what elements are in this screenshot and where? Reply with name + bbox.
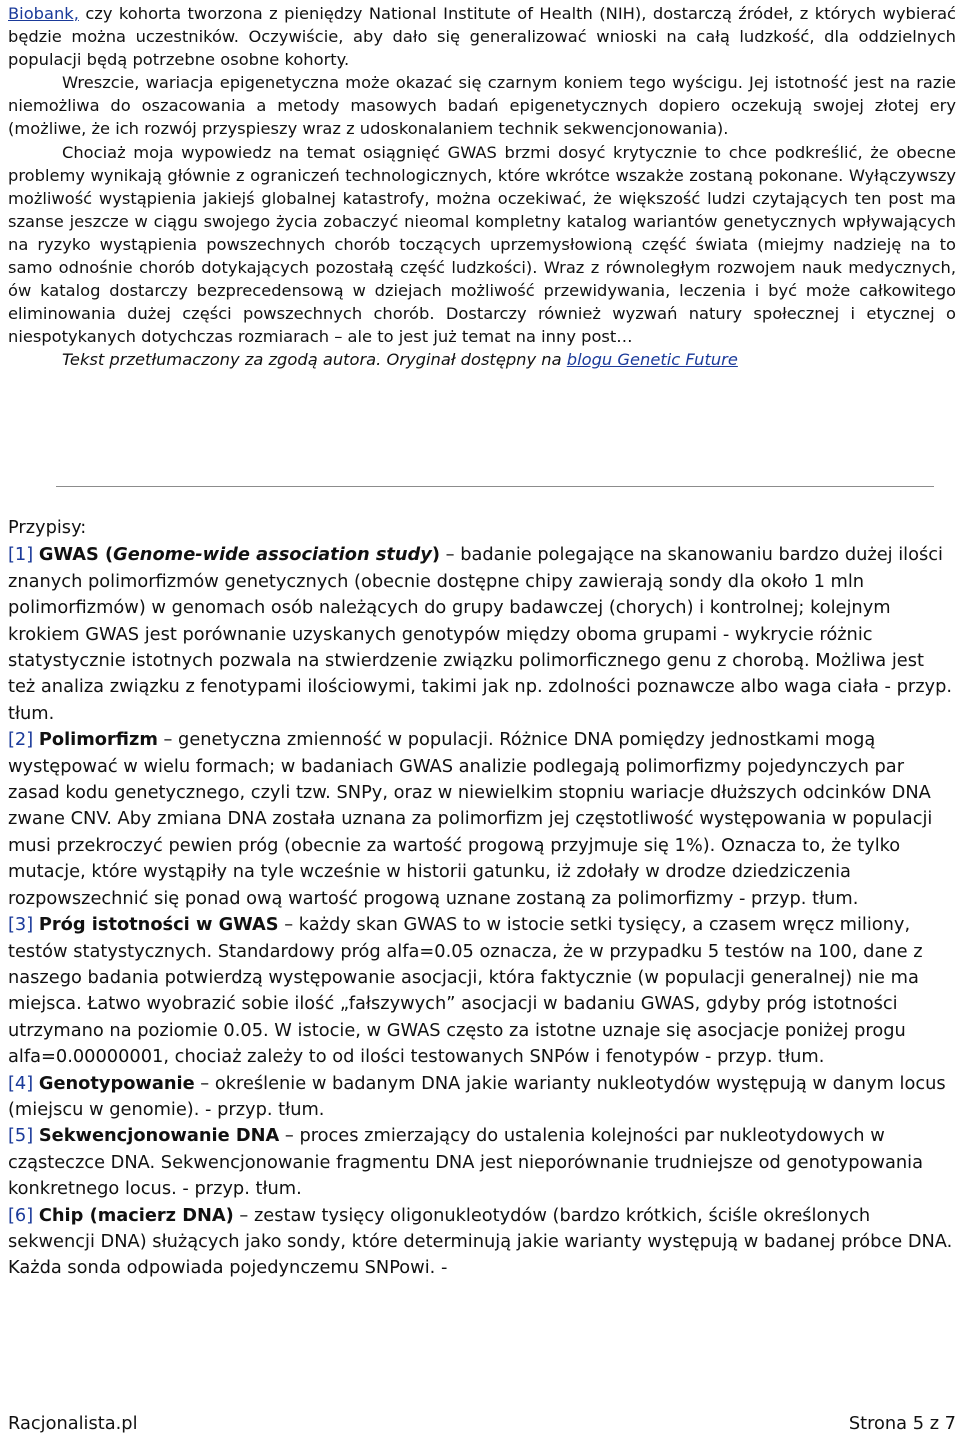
footnote-3	[8, 912, 956, 1070]
paragraph-biobank-text: czy kohorta tworzona z pieniędzy National Institute of Health (NIH), dostarczą źródeł, z których wybierać będzie można uczestników. Oczywiście, aby dało się generalizować wnioski na całą ludzkość, dla oddzielnych populacji będą potrzebne osobne kohorty.	[8, 4, 956, 70]
page-number: Strona 5 z 7	[848, 1413, 956, 1434]
biobank-link[interactable]: Biobank,	[8, 4, 79, 23]
footnote-4-ref[interactable]: [4]	[8, 1072, 34, 1094]
footnote-5-ref[interactable]: [5]	[8, 1125, 34, 1147]
footnote-4-term: Genotypowanie	[38, 1072, 195, 1094]
paragraph-conclusion: Chociaż moja wypowiedz na temat osiągnięć GWAS brzmi dosyć krytycznie to chce podkreślić, że obecne problemy wynikają głównie z ograniczeń technologicznych, które wkrótce wszakże zostaną pokonane. Wyłączywszy możliwość wystąpienia jakiejś globalnej katastrofy, można oczekiwać, że większość ludzi czytających ten post ma szanse jeszcze w ciągu swojego życia zobaczyć nieomal kompletny katalog wariantów genetycznych wpływających na ryzyko wystąpienia powszechnych chorób toczących uprzemysłowioną część świata (miejmy nadzieję na to samo odnośnie chorób dotykających pozostałą część ludzkości). Wraz z równoległym rozwojem nauk medycznych, ów katalog dostarczy bezprecedensową w dziejach możliwość przewidywania, leczenia i być może całkowitego eliminowania dużej części powszechnych chorób. Dostarczy również wyzwań natury społecznej i etycznej o niespotykanych dotychczas rozmiarach – ale to jest już temat na inny post…	[8, 142, 956, 347]
footnotes-heading: Przypisy:	[8, 517, 87, 538]
genetic-future-blog-link[interactable]: blogu Genetic Future	[566, 350, 738, 370]
footnote-4-text: – określenie w badanym DNA jakie warianty nukleotydów występują w danym locus (miejscu w genomie). - przyp. tłum.	[8, 1072, 946, 1120]
footnote-2-term: Polimorfizm	[38, 729, 158, 751]
footnote-6-term: Chip (macierz DNA)	[38, 1204, 234, 1226]
footnote-5-term: Sekwencjonowanie DNA	[38, 1125, 280, 1147]
footnote-6-ref[interactable]: [6]	[8, 1204, 34, 1226]
footnote-1-text: – badanie polegające na skanowaniu bardzo dużej ilości znanych polimorfizmów genetycznych (obecnie dostępne chipy zawierają sondy dla około 1 mln polimorfizmów) w genomach osób należących do grupy badawczej (chorych) i kontrolnej; kolejnym krokiem GWAS jest porównanie uzyskanych genotypów między oboma grupami - wykrycie różnic statystycznie istotnych pozwala na stwierdzenie związku polimorficznego genu z chorobą. Możliwa jest też analiza związku z fenotypami ilościowymi, takimi jak np. zdolności poznawcze albo waga ciała - przyp. tłum.	[8, 544, 953, 724]
footnote-6	[8, 1203, 956, 1282]
credit-text: Tekst przetłumaczony za zgodą autora. Oryginał dostępny na	[62, 350, 567, 370]
site-name: Racjonalista.pl	[8, 1413, 138, 1434]
footnote-1-term-italic: Genome-wide association study	[113, 544, 432, 566]
paragraph-epigenetics: Wreszcie, wariacja epigenetyczna może okazać się czarnym koniem tego wyścigu. Jej istotność jest na razie niemożliwa do oszacowania a metody masowych badań epigenetycznych dopiero oczekują swojej złotej ery (możliwe, że ich rozwój przyspieszy wraz z udoskonalaniem technik sekwencjonowania).	[8, 73, 956, 139]
footnote-2-text: – genetyczna zmienność w populacji. Różnice DNA pomiędzy jednostkami mogą występować w wielu formach; w badaniach GWAS analizie podlegają polimorfizmy pojedynczych par zasad kodu genetycznego, czyli tzw. SNPy, oraz w niewielkim stopniu wariacje dłuższych odcinków DNA zwane CNV. Aby zmiana DNA została uznana za polimorfizm jej częstotliwość występowania w populacji musi przekroczyć pewien próg (obecnie za wartość progową przyjmuje się 1%). Oznacza to, że tylko mutacje, które wystąpiły na tyle wcześnie w historii gatunku, iż zdołały w drodze dziedziczenia rozpowszechnić się ponad ową wartość progową uznane zostaną za polimorfizmy - przyp. tłum.	[8, 729, 933, 909]
footnote-1	[8, 542, 956, 727]
footnote-2-ref[interactable]: [2]	[8, 729, 34, 751]
footnotes-section	[8, 515, 956, 1282]
page-footer	[8, 1411, 956, 1437]
footnote-1-term-post: )	[431, 544, 441, 566]
footnote-3-term: Próg istotności w GWAS	[38, 914, 279, 936]
footnote-2	[8, 727, 956, 912]
footnote-3-text: – każdy skan GWAS to w istocie setki tysięcy, a czasem wręcz miliony, testów statystycznych. Standardowy próg alfa=0.05 oznacza, że w przypadku 5 testów na 100, dane z naszego badania potwierdzą występowanie asocjacji, która faktycznie (w populacji generalnej) nie ma miejsca. Łatwo wyobrazić sobie ilość „fałszywych” asocjacji w badaniu GWAS, gdyby próg istotności utrzymano na poziomie 0.05. W istocie, w GWAS często za istotne uznaje się asocjacje poniżej progu alfa=0.00000001, chociaż zależy to od ilości testowanych SNPów i fenotypów - przyp. tłum.	[8, 914, 923, 1068]
article-body	[8, 2, 956, 372]
footnote-1-ref[interactable]: [1]	[8, 544, 34, 566]
footnote-4	[8, 1071, 956, 1124]
footnote-1-term-pre: GWAS (	[38, 544, 114, 566]
footnote-3-ref[interactable]: [3]	[8, 914, 34, 936]
footnote-5-text: – proces zmierzający do ustalenia kolejności par nukleotydowych w cząsteczce DNA. Sekwencjonowanie fragmentu DNA jest nieporównanie trudniejsze od genotypowania konkretnego locus. - przyp. tłum.	[8, 1125, 923, 1200]
footnote-1-term	[39, 544, 440, 565]
paragraph-biobank	[8, 2, 956, 71]
footnote-5	[8, 1123, 956, 1202]
translation-credit	[8, 348, 956, 371]
footnote-6-text: – zestaw tysięcy oligonukleotydów (bardzo krótkich, ściśle określonych sekwencji DNA) służących jako sondy, które determinują jakie warianty występują w badanej próbce DNA. Każda sonda odpowiada pojedynczemu SNPowi. -	[8, 1204, 953, 1279]
divider	[56, 486, 934, 487]
